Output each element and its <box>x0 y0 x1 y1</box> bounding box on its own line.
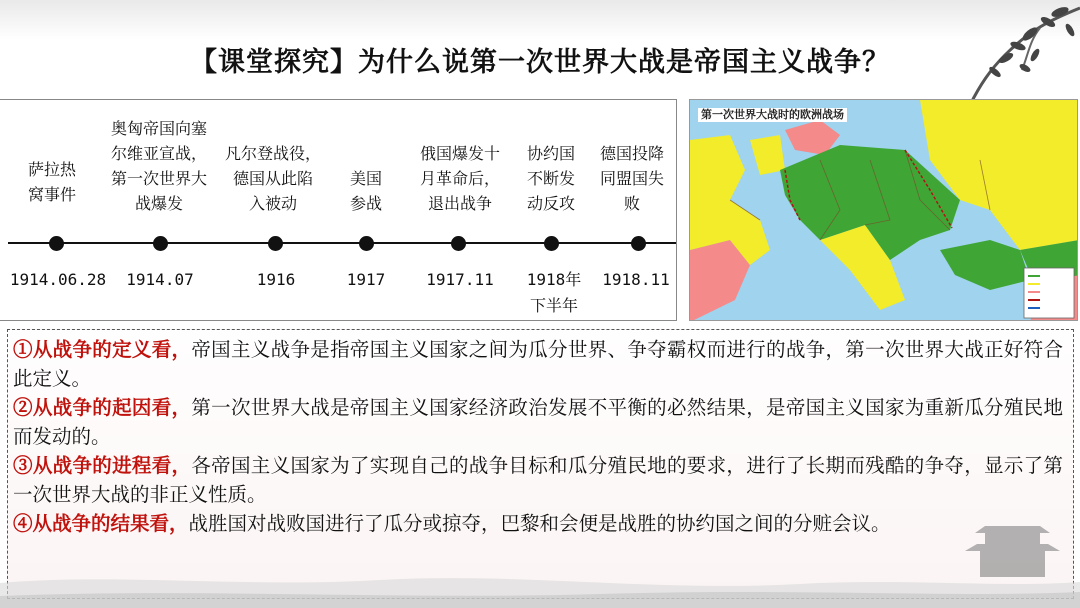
analysis-point <box>13 509 1063 538</box>
analysis-point <box>13 335 1063 393</box>
timeline-event: 奥匈帝国向塞 尔维亚宣战， 第一次世界大 战爆发 <box>110 119 207 213</box>
timeline-date: 1918.11 <box>602 270 670 289</box>
timeline-date: 1918年 下半年 <box>526 270 582 315</box>
page-title: 【课堂探究】为什么说第一次世界大战是帝国主义战争？ <box>190 47 890 78</box>
analysis-text: 第一次世界大战是帝国主义国家经济政治发展不平衡的必然结果，是帝国主义国家为重新瓜分殖民地而发动的。 <box>13 396 1063 448</box>
analysis-label: ②从战争的起因看， <box>13 396 192 419</box>
timeline-date: 1916 <box>256 270 296 289</box>
europe-war-map <box>689 99 1078 321</box>
timeline-dot <box>268 236 283 251</box>
timeline-event: 俄国爆发十 月革命后， 退出战争 <box>419 144 500 213</box>
analysis-label: ③从战争的进程看， <box>13 454 192 477</box>
timeline-event: 协约国 不断发 动反攻 <box>526 144 575 213</box>
timeline-event: 萨拉热 窝事件 <box>27 160 76 204</box>
timeline-date: 1917.11 <box>426 270 494 289</box>
analysis-text: 战胜国对战败国进行了瓜分或掠夺，巴黎和会便是战胜的协约国之间的分赃会议。 <box>188 512 891 535</box>
timeline-event: 凡尔登战役， 德国从此陷 入被动 <box>224 144 321 213</box>
timeline-dot <box>631 236 646 251</box>
analysis-label: ④从战争的结果看， <box>13 512 189 535</box>
map-title: 第一次世界大战时的欧洲战场 <box>698 108 847 122</box>
timeline-dot <box>451 236 466 251</box>
analysis-panel <box>7 329 1074 599</box>
timeline-event: 德国投降 同盟国失 败 <box>599 144 664 213</box>
analysis-text: 各帝国主义国家为了实现自己的战争目标和瓜分殖民地的要求，进行了长期而残酷的争夺，显示了第一次世界大战的非正义性质。 <box>13 454 1063 506</box>
map-graphic <box>690 100 1078 321</box>
analysis-text: 帝国主义战争是指帝国主义国家之间为瓜分世界、争夺霸权而进行的战争，第一次世界大战正好符合此定义。 <box>13 338 1063 390</box>
timeline-event: 美国 参战 <box>349 169 382 213</box>
timeline-dot <box>49 236 64 251</box>
timeline-dot <box>544 236 559 251</box>
timeline-dot <box>359 236 374 251</box>
timeline-date: 1914.07 <box>126 270 194 289</box>
analysis-point <box>13 451 1063 509</box>
timeline-dot <box>153 236 168 251</box>
analysis-point <box>13 393 1063 451</box>
analysis-label: ①从战争的定义看， <box>13 338 192 361</box>
timeline-date: 1917 <box>346 270 386 289</box>
timeline-date: 1914.06.28 <box>9 270 107 289</box>
timeline-axis <box>8 242 676 244</box>
